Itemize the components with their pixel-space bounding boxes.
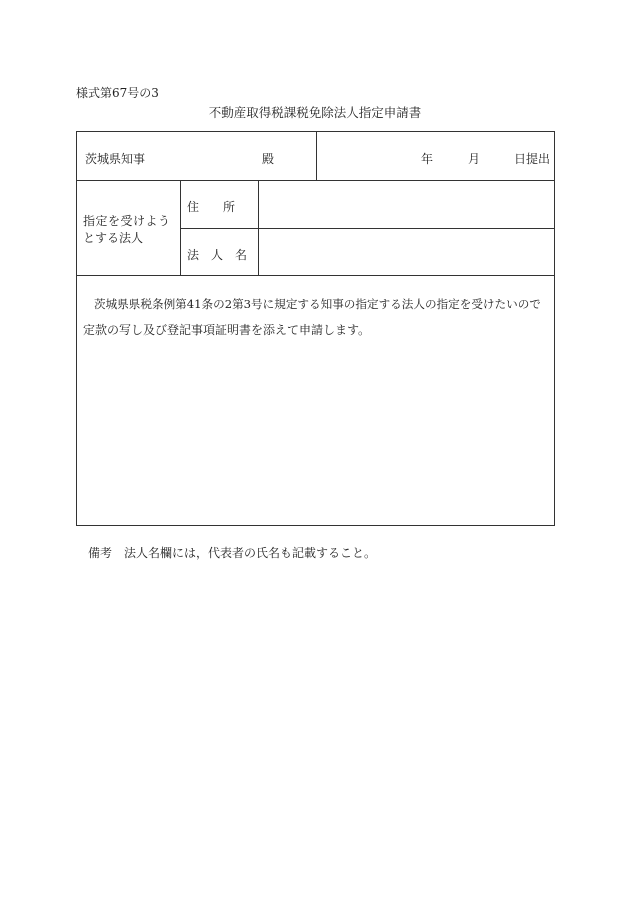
date-year-label: 年	[421, 152, 434, 166]
date-day-submit-label: 日提出	[514, 152, 551, 166]
col-divider-top	[316, 132, 317, 180]
addressee: 茨城県知事	[85, 152, 146, 166]
honorific: 殿	[262, 152, 275, 166]
request-text-line1: 茨城県県税条例第41条の2第3号に規定する知事の指定する法人の指定を受けたいので	[94, 297, 541, 311]
form-number: 様式第67号の3	[76, 86, 159, 100]
applicant-label-line1: 指定を受けよう	[83, 214, 171, 228]
application-form	[76, 131, 555, 526]
corporation-name-field[interactable]	[263, 246, 549, 264]
date-month-label: 月	[468, 152, 481, 166]
applicant-label-line2: とする法人	[83, 231, 144, 245]
row-divider-3	[77, 275, 554, 276]
address-field[interactable]	[263, 198, 549, 216]
col-divider-label	[180, 180, 181, 275]
row-divider-1	[77, 180, 554, 181]
col-divider-field	[258, 180, 259, 275]
address-label: 住 所	[187, 200, 236, 214]
corporation-name-label: 法 人 名	[187, 248, 248, 262]
request-text-line2: 定款の写し及び登記事項証明書を添えて申請します。	[83, 323, 371, 337]
remarks-note: 備考 法人名欄には，代表者の氏名も記載すること。	[88, 546, 377, 560]
document-title: 不動産取得税課税免除法人指定申請書	[208, 105, 422, 120]
row-divider-2	[180, 228, 554, 229]
